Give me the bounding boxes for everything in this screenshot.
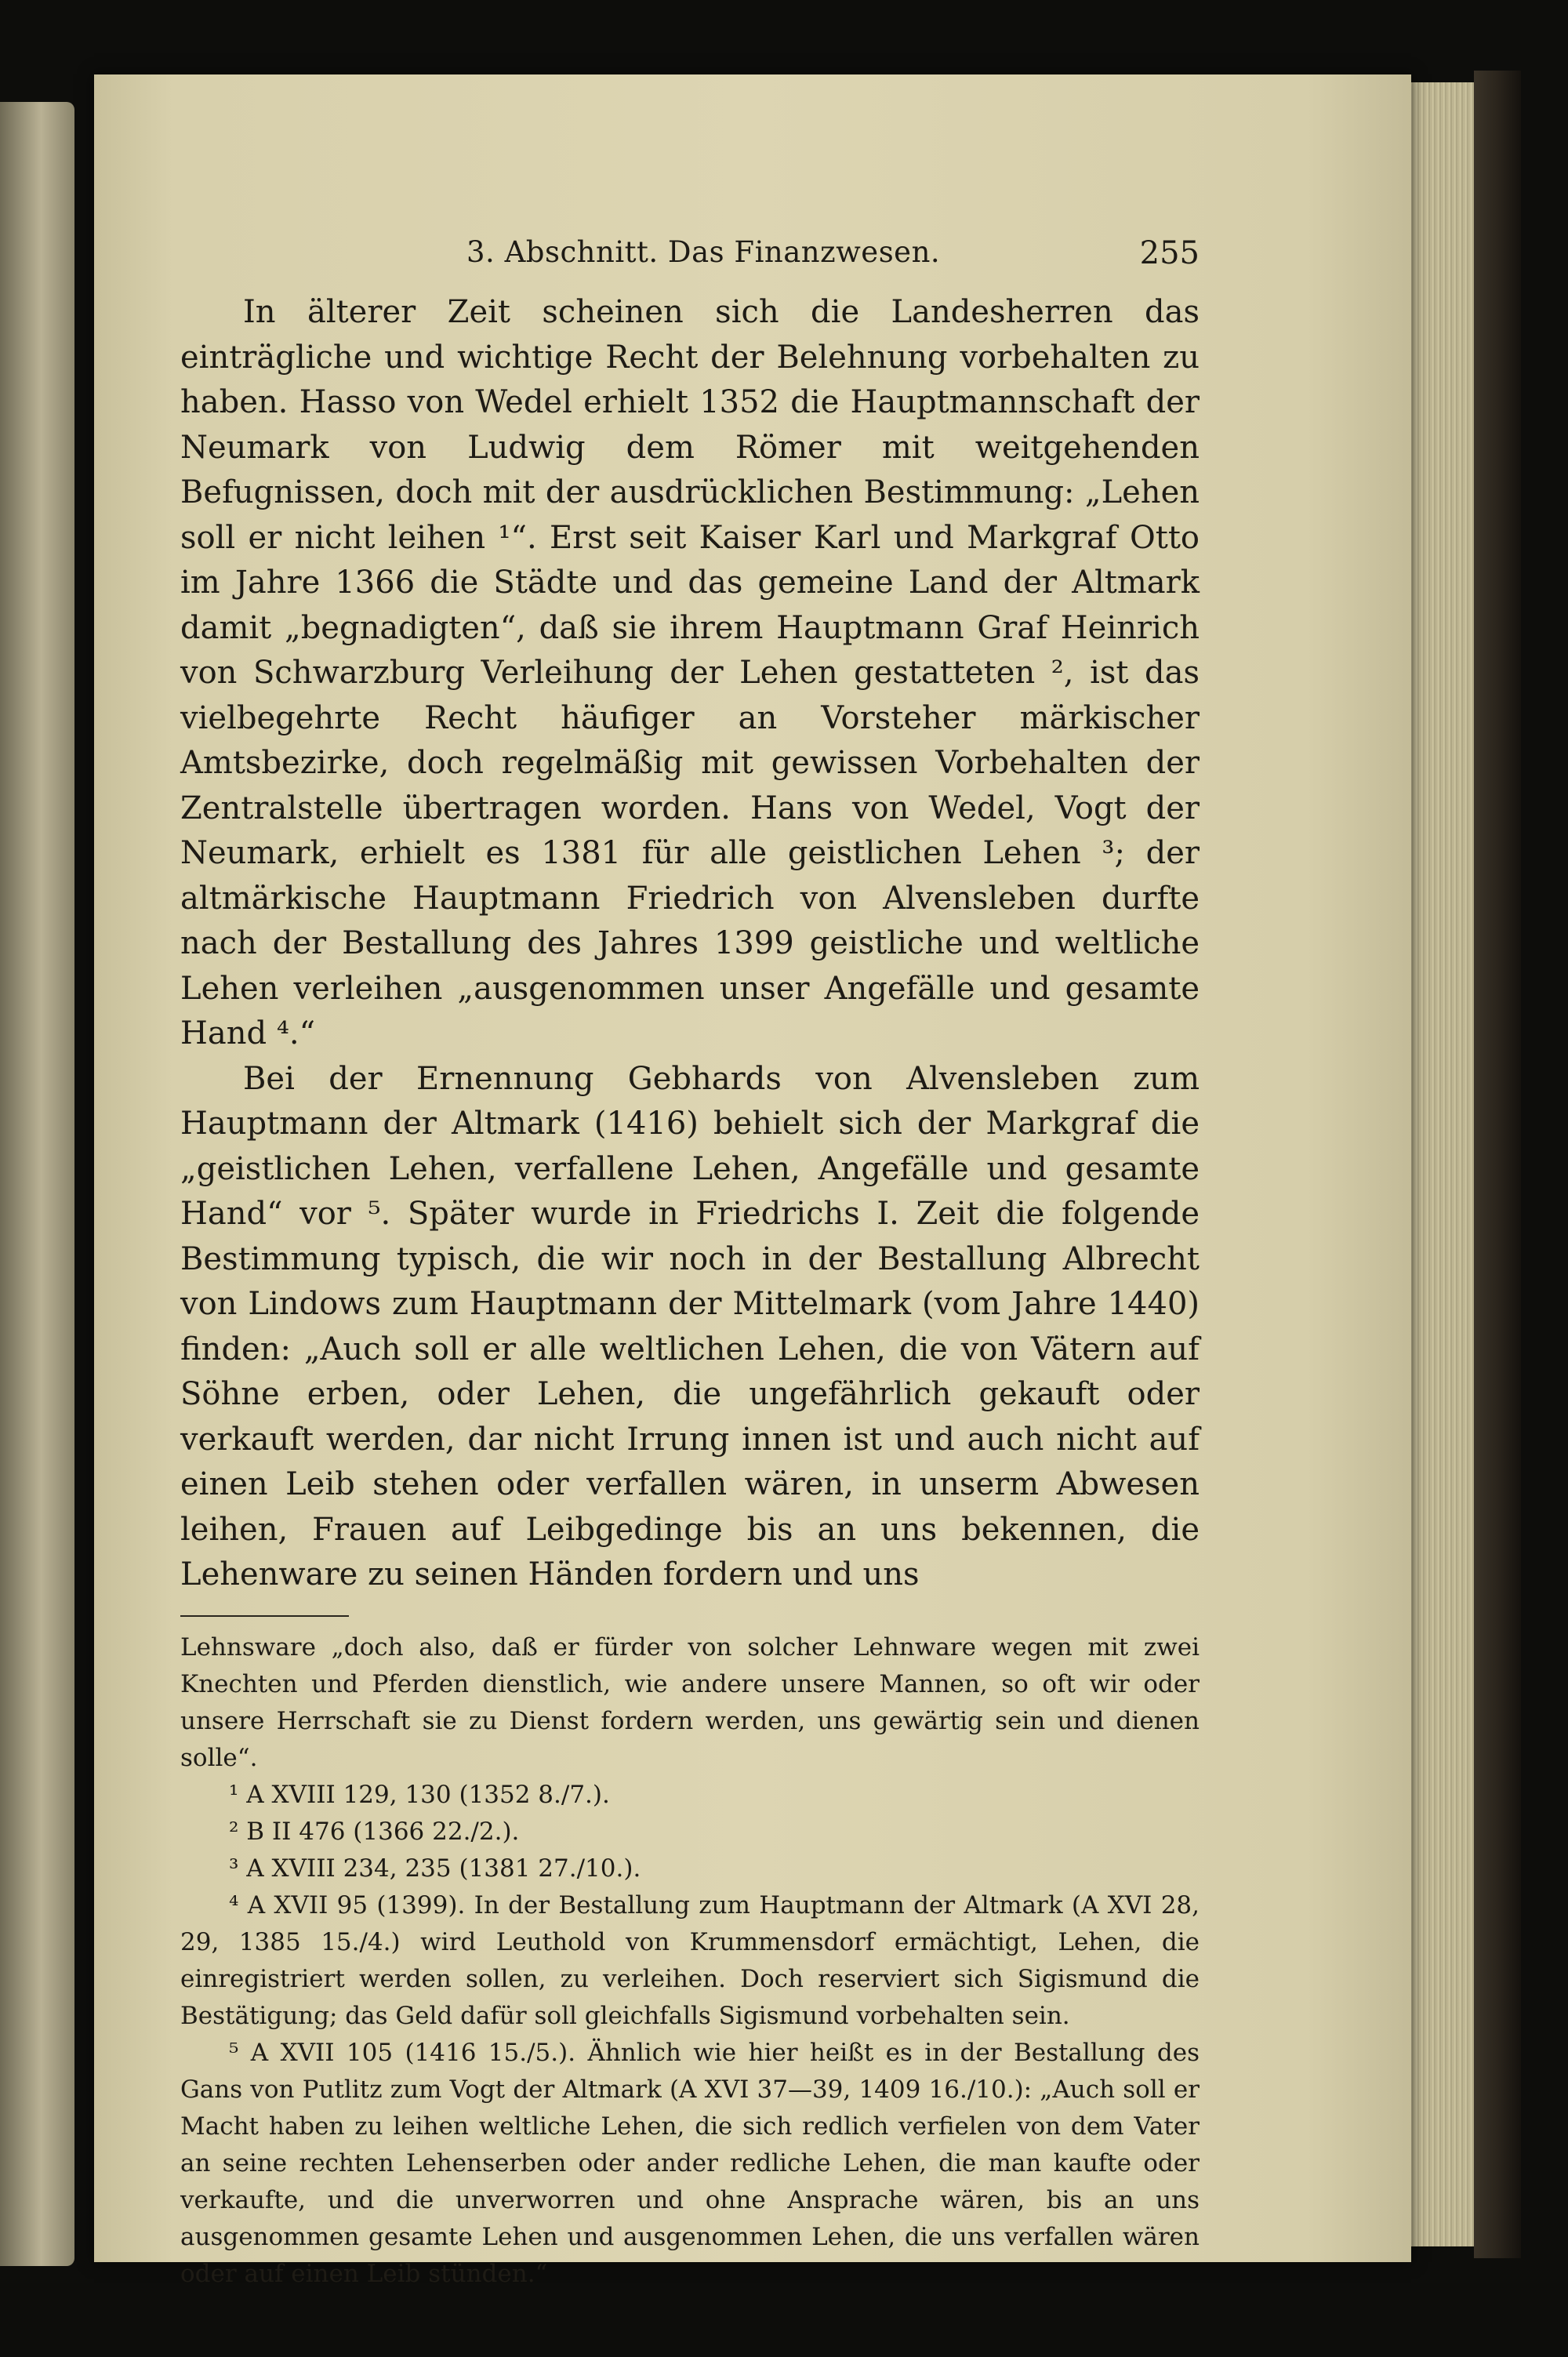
footnotes <box>180 1629 1200 2293</box>
page-number: 255 <box>1139 235 1200 271</box>
footnote: ³ A XVIII 234, 235 (1381 27./10.). <box>229 1854 641 1883</box>
running-title: 3. Abschnitt. Das Finanzwesen. <box>466 235 941 269</box>
main-text <box>180 290 1200 1598</box>
footnote: ⁵ A XVII 105 (1416 15./5.). Ähnlich wie hier heißt es in der Bestallung des Gans von Putlitz zum Vogt der Altmark (A XVI 37—39, 1409 16./10.): „Auch soll er Macht haben zu leihen weltliche Lehen, die sich redlich verfielen von dem Vater an seine rechten Lehenserben oder ander redliche Lehen, die man kaufte oder verkaufte, und die unverworren und ohne Ansprache wären, bis an uns ausgenommen gesamte Lehen und ausgenommen Lehen, die uns verfallen wären oder auf einen Leib stünden.“ <box>180 2038 1200 2288</box>
footnote-separator <box>180 1615 349 1617</box>
footnote: ⁴ A XVII 95 (1399). In der Bestallung zum Hauptmann der Altmark (A XVI 28, 29, 1385 15./4.) wird Leuthold von Krummensdorf ermächtigt, Lehen, die einregistriert werden sollen, zu verleihen. Doch reserviert sich Sigismund die Bestätigung; das Geld dafür soll gleichfalls Sigismund vorbehalten sein. <box>180 1890 1200 2030</box>
footnote-continuation: Lehnsware „doch also, daß er fürder von solcher Lehnware wegen mit zwei Knechten und Pferden dienstlich, wie andere unsere Mannen, so oft wir oder unsere Herrschaft sie zu Dienst fordern werden, uns gewärtig sein und dienen solle“. <box>180 1632 1200 1772</box>
footnote: ² B II 476 (1366 22./2.). <box>229 1817 520 1846</box>
left-page-edge <box>0 102 74 2266</box>
page-stack-edge <box>1403 82 1474 2246</box>
paragraph: Bei der Ernennung Gebhards von Alvensleben zum Hauptmann der Altmark (1416) behielt sich der Markgraf die „geistlichen Lehen, verfallene Lehen, Angefälle und gesamte Hand“ vor ⁵. Später wurde in Friedrichs I. Zeit die folgende Bestimmung typisch, die wir noch in der Bestallung Albrecht von Lindows zum Hauptmann der Mittelmark (vom Jahre 1440) finden: „Auch soll er alle weltlichen Lehen, die von Vätern auf Söhne erben, oder Lehen, die ungefährlich gekauft oder verkauft werden, dar nicht Irrung innen ist und auch nicht auf einen Leib stehen oder verfallen wären, in unserm Abwesen leihen, Frauen auf Leibgedinge bis an uns bekennen, die Lehenware zu seinen Händen fordern und uns <box>180 1060 1200 1593</box>
book-binding <box>1474 71 1521 2258</box>
page-content <box>180 235 1200 2293</box>
paragraph: In älterer Zeit scheinen sich die Landesherren das einträgliche und wichtige Recht der Belehnung vorbehalten zu haben. Hasso von Wedel erhielt 1352 die Hauptmannschaft der Neumark von Ludwig dem Römer mit weitgehenden Befugnissen, doch mit der ausdrücklichen Bestimmung: „Lehen soll er nicht leihen ¹“. Erst seit Kaiser Karl und Markgraf Otto im Jahre 1366 die Städte und das gemeine Land der Altmark damit „begnadigten“, daß sie ihrem Hauptmann Graf Heinrich von Schwarzburg Verleihung der Lehen gestatteten ², ist das vielbegehrte Recht häufiger an Vorsteher märkischer Amtsbezirke, doch regelmäßig mit gewissen Vorbehalten der Zentralstelle übertragen worden. Hans von Wedel, Vogt der Neumark, erhielt es 1381 für alle geistlichen Lehen ³; der altmärkische Hauptmann Friedrich von Alvensleben durfte nach der Bestallung des Jahres 1399 geistliche und weltliche Lehen verleihen „ausgenommen unser Angefälle und gesamte Hand ⁴.“ <box>180 294 1200 1051</box>
running-header <box>180 235 1200 290</box>
footnote: ¹ A XVIII 129, 130 (1352 8./7.). <box>229 1780 610 1809</box>
